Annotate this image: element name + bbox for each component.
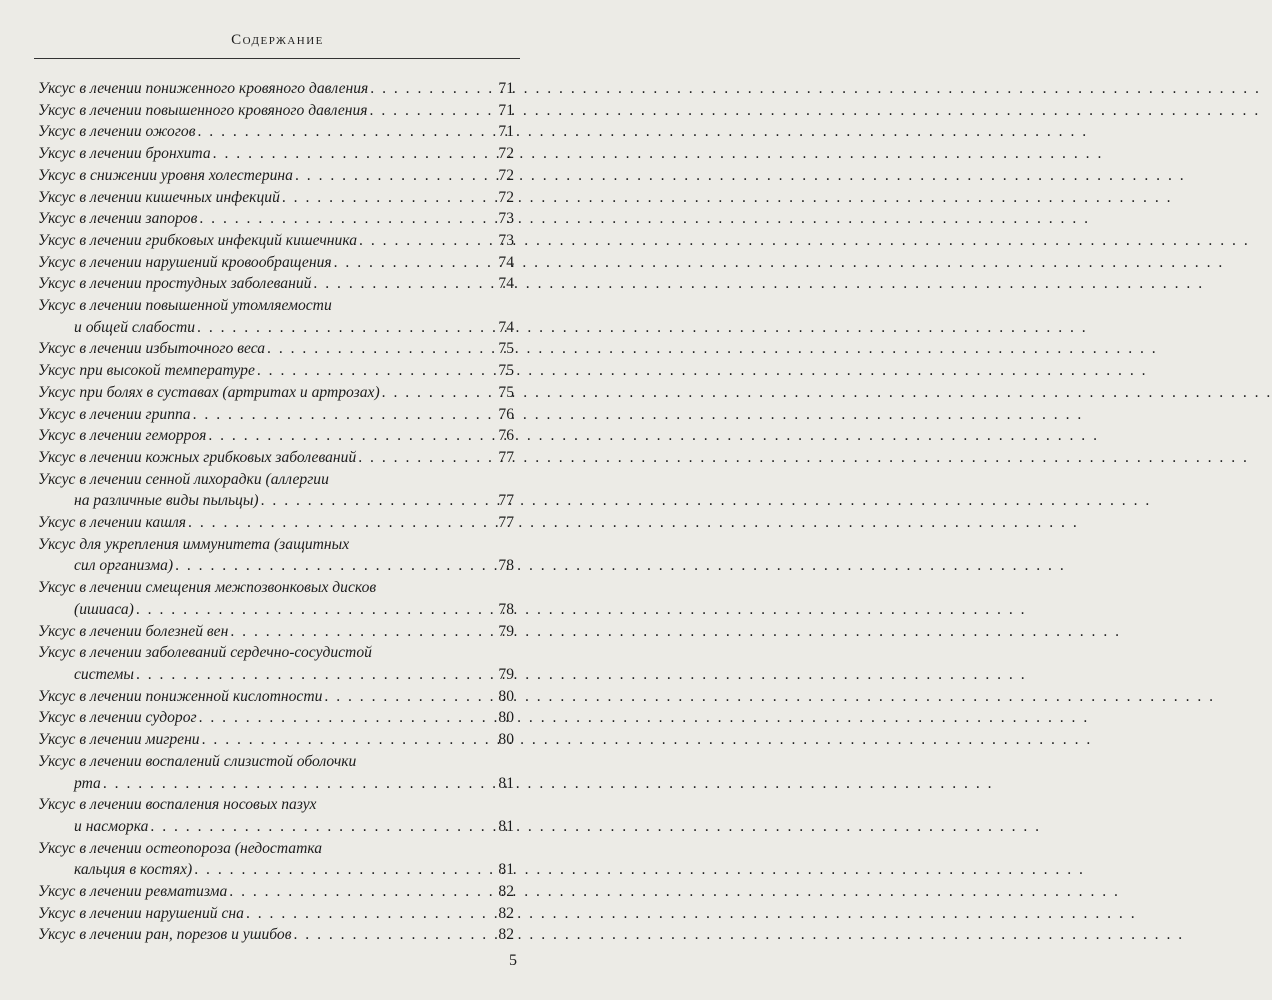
- toc-entry-page: 73: [498, 231, 514, 249]
- toc-entry-line: [38, 816, 514, 838]
- toc-entry-line: [38, 664, 514, 686]
- toc-entry-title: Уксус в лечении ран, порезов и ушибов: [38, 926, 292, 944]
- toc-entry-line: [38, 338, 514, 360]
- toc-entry: [38, 686, 514, 708]
- toc-entry-title: Уксус в лечении избыточного веса: [38, 340, 266, 358]
- dot-leader: [267, 338, 486, 360]
- toc-entry-title: на различные виды пыльцы): [74, 492, 259, 510]
- toc-entry: [38, 382, 514, 404]
- toc-entry-line: [38, 859, 514, 881]
- toc-entry: [38, 534, 514, 577]
- toc-entry-page: 74: [498, 318, 514, 336]
- toc-entry-line: [38, 208, 514, 230]
- toc-entry-title: Уксус в лечении судорог: [38, 709, 197, 727]
- toc-entry-title: Уксус в лечении нарушений сна: [38, 904, 244, 922]
- toc-entry-title: Уксус в лечении кожных грибковых заболеваний: [38, 448, 357, 466]
- toc-entry-title: и общей слабости: [74, 318, 196, 336]
- toc-entry: [38, 404, 514, 426]
- dot-leader: [208, 425, 486, 447]
- toc-entry-page: 81: [498, 774, 514, 792]
- toc-entry-title: Уксус в лечении воспалений слизистой оболочки: [38, 752, 357, 770]
- dot-leader: [370, 100, 486, 122]
- toc-entry-page: 79: [498, 622, 514, 640]
- toc-entry: [38, 425, 514, 447]
- toc-entry: [38, 903, 514, 925]
- toc-entry-page: 74: [498, 275, 514, 293]
- toc-entry-page: 72: [498, 166, 514, 184]
- toc-entry: [38, 230, 514, 252]
- dot-leader: [202, 729, 486, 751]
- toc-entry-page: 75: [498, 383, 514, 401]
- toc-entry-title: Уксус в лечении ревматизма: [38, 883, 228, 901]
- toc-entry-page: 72: [498, 188, 514, 206]
- toc-entry-page: 81: [498, 817, 514, 835]
- dot-leader: [313, 273, 486, 295]
- toc-entry-page: 80: [498, 731, 514, 749]
- toc-entry-line: [38, 187, 514, 209]
- toc-entry-line: [38, 881, 514, 903]
- dot-leader: [334, 252, 486, 274]
- toc-entry: [38, 165, 514, 187]
- toc-entry-title: сил организма): [74, 557, 174, 575]
- toc-entry: [38, 577, 514, 620]
- toc-entry-title: Уксус в лечении бронхита: [38, 145, 211, 163]
- toc-entry-line: [38, 382, 514, 404]
- toc-entry-page: 75: [498, 362, 514, 380]
- toc-entry-line: [38, 425, 514, 447]
- toc-entry-title: Уксус в лечении пониженной кислотности: [38, 687, 323, 705]
- toc-entry-page: 81: [498, 861, 514, 879]
- toc-entry-page: 71: [498, 123, 514, 141]
- toc-entry-title: Уксус в лечении сенной лихорадки (аллергии: [38, 470, 329, 488]
- toc-entry-line: [38, 273, 514, 295]
- toc-entry-title: Уксус в лечении кашля: [38, 514, 187, 532]
- toc-entry-line: [38, 924, 514, 946]
- toc-entry-title: Уксус в лечении заболеваний сердечно-сосудистой: [38, 644, 372, 662]
- toc-entry-page: 76: [498, 405, 514, 423]
- toc-entry-page: 77: [498, 492, 514, 510]
- dot-leader: [199, 707, 486, 729]
- toc-entry-title: рта: [74, 774, 101, 792]
- toc-entry-page: 74: [498, 253, 514, 271]
- toc-entry-page: 76: [498, 427, 514, 445]
- toc-entry: [38, 447, 514, 469]
- toc-entry-title: Уксус в лечении нарушений кровообращения: [38, 253, 332, 271]
- toc-entry-title: (ишиаса): [74, 600, 134, 618]
- toc-entry: [38, 295, 514, 338]
- toc-entry-line: [38, 143, 514, 165]
- toc-entry-title: Уксус в лечении грибковых инфекций кишечника: [38, 231, 358, 249]
- toc-entry-title: Уксус в лечении геморроя: [38, 427, 207, 445]
- toc-entry-page: 77: [498, 448, 514, 466]
- toc-entry-title: Уксус в лечении простудных заболеваний: [38, 275, 312, 293]
- running-header: Содержание: [231, 32, 324, 48]
- dot-leader: [293, 924, 486, 946]
- toc-entry: [38, 729, 514, 751]
- toc-entry-page: 78: [498, 600, 514, 618]
- toc-entry-line: [38, 555, 514, 577]
- toc-entry-title: кальция в костях): [74, 861, 193, 879]
- page-number: 5: [509, 952, 517, 969]
- toc-entry-line: [38, 404, 514, 426]
- toc-entry: [38, 360, 514, 382]
- dot-leader: [103, 773, 486, 795]
- toc-entry-title: Уксус в лечении остеопороза (недостатка: [38, 839, 323, 857]
- toc-entry-title: Уксус для укрепления иммунитета (защитных: [38, 535, 350, 553]
- header-rule: [34, 58, 520, 59]
- dot-leader: [382, 382, 486, 404]
- dot-leader: [136, 664, 486, 686]
- toc-entry-line: [38, 707, 514, 729]
- toc-entry-title: Уксус в лечении запоров: [38, 210, 198, 228]
- toc-entry-line: [38, 621, 514, 643]
- toc-entry: [38, 143, 514, 165]
- dot-leader: [261, 490, 486, 512]
- toc-entry: [38, 881, 514, 903]
- dot-leader: [324, 686, 486, 708]
- toc-entry-title: Уксус в лечении пониженного кровяного давления: [38, 80, 369, 97]
- toc-entry: [38, 252, 514, 274]
- toc-entry-title: Уксус при болях в суставах (артритах и артрозах): [38, 383, 380, 401]
- toc-entry-title: Уксус в лечении мигрени: [38, 731, 200, 749]
- toc-entry-title: системы: [74, 665, 134, 683]
- toc-entry-title: Уксус в снижении уровня холестерина: [38, 166, 293, 184]
- toc-entry: [38, 78, 514, 100]
- toc-entry: [38, 621, 514, 643]
- toc-entry-line: [38, 230, 514, 252]
- toc-entry: [38, 100, 514, 122]
- dot-leader: [213, 143, 486, 165]
- dot-leader: [359, 230, 486, 252]
- toc-entry-page: 82: [498, 904, 514, 922]
- dot-leader: [193, 404, 486, 426]
- dot-leader: [370, 78, 486, 100]
- toc-entry: [38, 208, 514, 230]
- dot-leader: [230, 621, 486, 643]
- toc-entry-page: 73: [498, 210, 514, 228]
- dot-leader: [197, 317, 486, 339]
- toc-entry-line: [38, 165, 514, 187]
- toc-entry-page: 71: [498, 80, 514, 97]
- toc-entry-page: 80: [498, 709, 514, 727]
- dot-leader: [198, 121, 487, 143]
- toc-entry: [38, 642, 514, 685]
- dot-leader: [150, 816, 486, 838]
- dot-leader: [282, 187, 486, 209]
- dot-leader: [194, 859, 486, 881]
- toc-entry-line: [38, 729, 514, 751]
- toc-entry-title: Уксус при высокой температуре: [38, 362, 255, 380]
- toc-entry-line: [38, 599, 514, 621]
- toc-entry-line: [38, 447, 514, 469]
- toc-entry: [38, 187, 514, 209]
- toc-entry: [38, 707, 514, 729]
- toc-entry: [38, 838, 514, 881]
- toc-entry: [38, 121, 514, 143]
- toc-entry: [38, 469, 514, 512]
- toc-entry-page: 82: [498, 926, 514, 944]
- toc-entry-line: [38, 773, 514, 795]
- toc-entry-line: [38, 512, 514, 534]
- toc-entry-line: [38, 317, 514, 339]
- dot-leader: [229, 881, 486, 903]
- toc-entry-title: Уксус в лечении повышенного кровяного давления: [38, 101, 368, 119]
- toc-entry-page: 79: [498, 665, 514, 683]
- toc-entry-line: [38, 252, 514, 274]
- dot-leader: [188, 512, 486, 534]
- toc-entry-line: [38, 686, 514, 708]
- toc-entry-title: Уксус в лечении воспаления носовых пазух: [38, 796, 317, 814]
- toc-entry: [38, 794, 514, 837]
- toc-entry-page: 71: [498, 101, 514, 119]
- toc-entry-line: [38, 78, 514, 100]
- toc-entry-title: Уксус в лечении ожогов: [38, 123, 196, 141]
- dot-leader: [358, 447, 486, 469]
- dot-leader: [175, 555, 486, 577]
- book-page: [0, 0, 555, 1000]
- dot-leader: [257, 360, 486, 382]
- toc-entry: [38, 512, 514, 534]
- dot-leader: [199, 208, 486, 230]
- toc-entry-page: 77: [498, 514, 514, 532]
- toc-entry-page: 80: [498, 687, 514, 705]
- toc-entry-line: [38, 903, 514, 925]
- toc-entry-title: и насморка: [74, 817, 149, 835]
- toc-entry-page: 72: [498, 145, 514, 163]
- toc-entry-line: [38, 490, 514, 512]
- toc-entry-line: [38, 100, 514, 122]
- toc-entry: [38, 273, 514, 295]
- toc-entry: [38, 924, 514, 946]
- toc-entry: [38, 751, 514, 794]
- dot-leader: [136, 599, 486, 621]
- toc-entry: [38, 338, 514, 360]
- toc-entry-title: Уксус в лечении смещения межпозвонковых дисков: [38, 579, 377, 597]
- toc-entry-line: [38, 360, 514, 382]
- toc-entry-page: 75: [498, 340, 514, 358]
- toc-entry-title: Уксус в лечении повышенной утомляемости: [38, 297, 332, 315]
- toc-entry-title: Уксус в лечении гриппа: [38, 405, 191, 423]
- dot-leader: [246, 903, 486, 925]
- dot-leader: [295, 165, 486, 187]
- toc-entry-title: Уксус в лечении болезней вен: [38, 622, 229, 640]
- toc-entry-page: 78: [498, 557, 514, 575]
- toc-entry-line: [38, 121, 514, 143]
- toc-entry-title: Уксус в лечении кишечных инфекций: [38, 188, 280, 206]
- table-of-contents: [38, 78, 514, 946]
- toc-entry-page: 82: [498, 883, 514, 901]
